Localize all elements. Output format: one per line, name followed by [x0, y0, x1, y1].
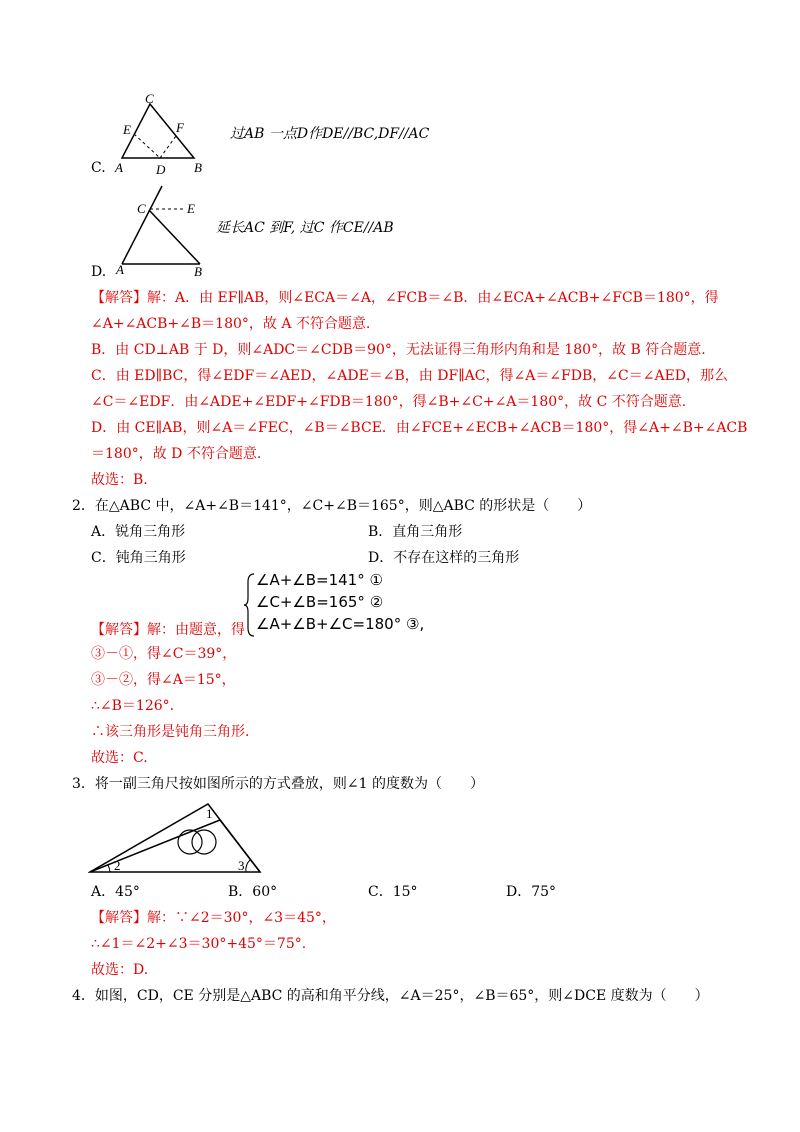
fig-c-label-f: F [176, 120, 184, 135]
option-c-label: C. [91, 160, 106, 176]
q3-option-a: A．45° [91, 884, 140, 900]
q3-option-b: B．60° [228, 884, 278, 900]
q1-answer-line-5: ∠C＝∠EDF．由∠ADE+∠EDF+∠FDB＝180°，得∠B+∠C+∠A＝180°，故 C 不符合题意. [91, 394, 687, 410]
q2-stem: 2．在△ABC 中，∠A+∠B＝141°，∠C+∠B＝165°，则△ABC 的形状是（ ） [72, 498, 592, 514]
fig-c-label-b: B [194, 160, 202, 175]
q3-answer-line-1: 【解答】解：∵∠2＝30°，∠3＝45°， [91, 910, 336, 926]
fig-d-label-e: E [187, 201, 195, 216]
q3-answer-final: 故选：D. [91, 962, 149, 978]
q3-answer-line-2: ∴∠1＝∠2+∠3＝30°+45°＝75°. [91, 936, 307, 952]
fig-d-label-a: A [116, 262, 124, 277]
q1-answer-line-3: B．由 CD⊥AB 于 D，则∠ADC＝∠CDB＝90°，无法证得三角形内角和是 180°，故 B 符合题意. [91, 342, 706, 358]
q1-answer-final: 故选：B. [91, 472, 148, 488]
q2-answer-final: 故选：C. [91, 750, 148, 766]
figure-set-squares [88, 800, 268, 878]
option-d-description: 延长AC 到F, 过C 作CE//AB [216, 220, 394, 236]
q4-stem: 4．如图，CD，CE 分别是△ABC 的高和角平分线，∠A＝25°，∠B＝65°，则∠DCE 度数为（ ） [72, 988, 709, 1004]
fig-c-label-c: C [145, 92, 154, 106]
fig-label-angle-1: 1 [206, 806, 213, 821]
fig-c-label-d: D [156, 162, 166, 177]
figure-c-triangle [112, 92, 212, 178]
q2-equation-1: ∠A+∠B=141° ① [256, 571, 383, 589]
q2-equation-3: ∠A+∠B+∠C=180° ③, [256, 615, 425, 633]
q2-option-c: C．钝角三角形 [91, 550, 186, 566]
q2-option-a: A．锐角三角形 [91, 524, 186, 540]
q3-option-d: D．75° [506, 884, 557, 900]
fig-c-label-e: E [123, 122, 131, 137]
fig-c-label-a: A [115, 160, 123, 175]
q1-answer-line-1: 【解答】解：A．由 EF∥AB，则∠ECA＝∠A，∠FCB＝∠B．由∠ECA+∠ACB+∠FCB＝180°，得 [91, 290, 719, 306]
option-c-description: 过AB 一点D作DE//BC,DF//AC [230, 126, 430, 142]
figure-d-triangle [112, 182, 212, 280]
circled-three-icon: ③ [405, 615, 420, 633]
q1-answer-line-4: C．由 ED∥BC，得∠EDF＝∠AED，∠ADE＝∠B，由 DF∥AC，得∠A＝∠FDB，∠C＝∠AED，那么 [91, 368, 729, 384]
q2-equation-2: ∠C+∠B=165° ② [256, 593, 384, 611]
q2-step-2: ③－②，得∠A＝15°， [91, 672, 236, 688]
q2-option-d: D．不存在这样的三角形 [368, 550, 520, 566]
fig-d-label-b: B [194, 264, 202, 279]
fig-label-angle-2: 2 [114, 858, 121, 873]
brace-icon [244, 572, 256, 638]
q1-answer-line-2: ∠A+∠ACB+∠B＝180°，故 A 不符合题意. [91, 316, 371, 332]
circled-one-icon: ① [369, 571, 383, 589]
fig-label-angle-3: 3 [238, 858, 245, 873]
q2-step-3: ∴∠B＝126°. [91, 698, 175, 714]
option-d-label: D. [91, 264, 107, 280]
q3-stem: 3．将一副三角尺按如图所示的方式叠放，则∠1 的度数为（ ） [72, 776, 484, 792]
q1-answer-line-7: ＝180°，故 D 不符合题意. [91, 446, 262, 462]
q1-answer-line-6: D．由 CE∥AB，则∠A＝∠FEC，∠B＝∠BCE．由∠FCE+∠ECB+∠ACB＝180°，得∠A+∠B+∠ACB [91, 420, 748, 436]
fig-d-label-c: C [137, 201, 146, 216]
q2-answer-lead: 【解答】解：由题意，得 [91, 622, 245, 638]
q2-step-1: ③－①，得∠C＝39°， [91, 646, 237, 662]
q2-step-4: ∴该三角形是钝角三角形. [91, 724, 250, 740]
circled-two-icon: ② [369, 593, 384, 611]
q2-option-b: B．直角三角形 [368, 524, 463, 540]
q3-option-c: C．15° [368, 884, 418, 900]
